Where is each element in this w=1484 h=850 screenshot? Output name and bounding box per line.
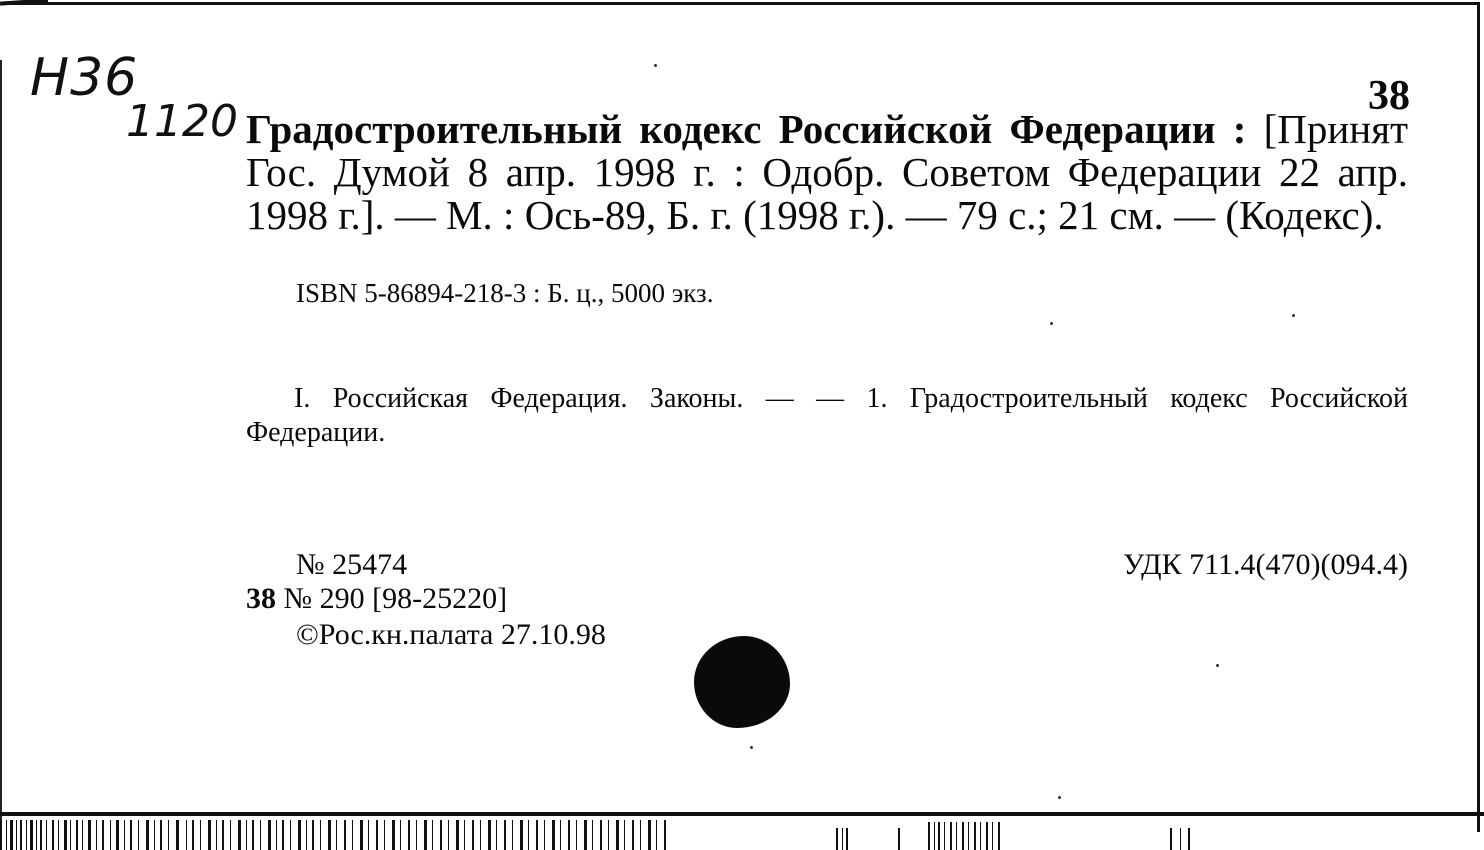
subject-headings: I. Российская Федерация. Законы. — — 1. Градостроительный кодекс Российской Федерации. — [246, 383, 1408, 448]
copyright-line: ©Рос.кн.палата 27.10.98 — [296, 618, 606, 651]
udc-code: УДК 711.4(470)(094.4) — [1122, 548, 1408, 581]
speck — [1058, 796, 1061, 799]
speck — [1292, 314, 1295, 317]
speck — [1216, 664, 1219, 667]
card-bottom-edge-marks — [0, 818, 1484, 850]
document-title: Градостроительный кодекс Российской Федерации : — [246, 106, 1247, 152]
speck — [750, 746, 753, 749]
registration-line-2 — [246, 582, 507, 616]
speck — [1050, 322, 1053, 325]
ink-blot — [694, 636, 790, 728]
handwritten-fraction: 1120 — [126, 96, 238, 147]
handwritten-code: Н36 — [30, 48, 139, 108]
bottom-rule — [0, 812, 1484, 816]
card-top-border — [8, 2, 1478, 5]
publication-details: [Принят Гос. Думой 8 апр. 1998 г. : Одобр. Советом Федерации 22 апр. 1998 г.]. — М. : Ось-89, Б. г. (1998 г.). — 79 с.; 21 см. — (Кодекс). — [246, 106, 1408, 238]
card-right-border — [1477, 2, 1480, 832]
bibliographic-description — [246, 108, 1408, 237]
registration-number: № 25474 — [296, 548, 408, 581]
reg-prefix: 38 — [246, 582, 276, 615]
speck — [654, 64, 657, 67]
reg-text: № 290 [98-25220] — [283, 582, 508, 615]
card-left-border — [0, 60, 2, 820]
isbn-line: ISBN 5-86894-218-3 : Б. ц., 5000 экз. — [296, 278, 714, 308]
page-number: 38 — [1368, 73, 1410, 119]
